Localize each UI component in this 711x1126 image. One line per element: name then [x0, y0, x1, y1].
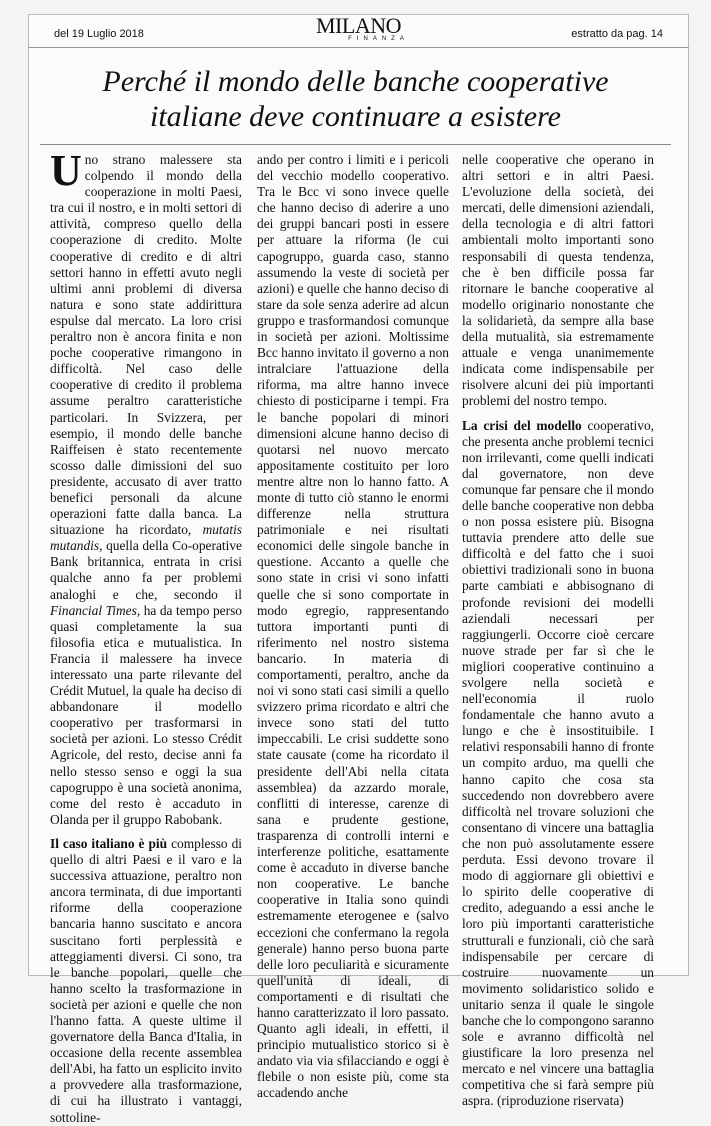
title-line-1: Perché il mondo delle banche cooperative: [102, 65, 609, 98]
article-column-2: [257, 152, 449, 1102]
article-title: [40, 64, 671, 134]
logo-title: MILANO: [316, 13, 401, 38]
col1-paragraph-2: Il caso italiano è più complesso di quello di altri Paesi e il varo e la successiva attuazione, peraltro non ancora terminata, di due importanti riforme della cooperazione bancaria hanno suscitato e ancora suscitano forti perplessità e atteggiamenti diversi. Ci sono, tra le banche popolari, quelle che hanno scelto la trasformazione in società per azioni e quelle che non l'hanno fatta. A queste ultime il governatore della Banca d'Italia, in occasione della recente assemblea dell'Abi, ha fatto un esplicito invito a provvedere alla trasformazione, di cui ha illustrato i vantaggi, sottoline-: [50, 835, 242, 1125]
header-extract-page: estratto da pag. 14: [571, 28, 663, 40]
logo-subtitle: FINANZA: [348, 36, 409, 42]
col3-paragraph-2: La crisi del modello cooperativo, che presenta anche problemi tecnici non irrilevanti, come quelli indicati dal governatore, non deve comunque far pensare che il mondo delle banche cooperative non debba o non possa esistere più. Bisogna tuttavia prendere atto delle sue difficoltà e del fatto che i suoi obiettivi tradizionali sono in buona parte cambiati e abbisognano di profonde revisioni dei modelli aziendali necessari per raggiungerli. Occorre cioè cercare nuove strade per far sì che le migliori cooperative continuino a svolgere nella società e nell'economia il ruolo fondamentale che hanno avuto a lungo e che è insostituibile. I relativi responsabili hanno di fronte un compito arduo, ma quelli che hanno capito che cosa sta succedendo non dovrebbero avere difficoltà nel trovare soluzioni che consentano di vincere una battaglia che non può assolutamente essere perduta. Essi devono trovare il modo di aggiornare gli obiettivi e lo spirito delle cooperative di credito, adeguando a essi anche le loro più importanti caratteristiche strutturali e funzionali, ciò che sarà indispensabile per cercare di costruire nuovamente un movimento solidaristico solido e unitario senza il quale le singole banche che lo compongono saranno sole e avranno difficoltà nel giustificare la loro presenza nel mercato e nel vincere una battaglia competitiva che si farà sempre più aspra. (riproduzione riservata): [462, 417, 654, 1109]
subhead-lead-in-2: La crisi del modello: [462, 417, 582, 433]
page-header: [28, 14, 689, 48]
subhead-lead-in: Il caso italiano è più: [50, 835, 168, 851]
title-divider: [40, 144, 671, 145]
col2-paragraph-1: ando per contro i limiti e i pericoli del vecchio modello cooperativo. Tra le Bcc vi sono invece quelle che hanno deciso di aderire a uno dei gruppi bancari posti in essere per attuare la riforma (le cui capogruppo, guarda caso, stanno assumendo la veste di società per azioni) e quelle che hanno deciso di stare da sole senza aderire ad alcun gruppo e trasformandosi comunque in società per azioni. Moltissime Bcc hanno invitato il governo a non intralciare l'attuazione della riforma, ma altre hanno invece chiesto di posticiparne i tempi. Fra le banche popolari di minori dimensioni alcune hanno deciso di quotarsi nel nuovo mercato appositamente costituito per loro mentre altre non lo hanno fatto. A monte di tutto ciò stanno le enormi differenze nella struttura patrimoniale e nei risultati economici delle singole banche in questione. Accanto a quelle che sono state in crisi vi sono infatti quelle che si sono comportate in modo egregio, rappresentando tuttora importanti punti di riferimento nel nostro sistema bancario. In materia di comportamenti, peraltro, anche da noi vi sono stati casi simili a quello svizzero prima ricordato e altri che invece sono stati del tutto impeccabili. Le crisi suddette sono state causate (come ha ricordato il presidente dell'Abi nella citata assemblea) da azzardo morale, conflitti di interesse, carenze di sana e prudente gestione, trasparenza di controlli interni e interferenze politiche, esattamente come è accaduto in diverse banche non cooperative. Le banche cooperative in Italia sono quindi estremamente eterogenee e (salvo eccezioni che confermano la regola generale) hanno perso buona parte delle loro peculiarità e sicuramente quell'unità di ideali, di comportamenti e di risultati che hanno caratterizzato il loro passato. Quanto agli ideali, in effetti, il principio mutualistico storico si è andato via via sfilacciando e oggi è flebile o non esiste più, come sta accadendo anche: [257, 152, 449, 1101]
col3-paragraph-1: nelle cooperative che operano in altri settori e in altri Paesi. L'evoluzione della società, dei mercati, delle dimensioni aziendali, della tecnologia e di altri fattori ambientali molto importanti sono responsabili di questa tendenza, che è ben difficile possa far ritornare le banche cooperative al modello originario nonostante che la solidarietà, da sempre alla base della mutualità, sia estremamente attuale e venga unanimemente indicata come indispensabile per risolvere alcuni dei più importanti problemi del nostro tempo.: [462, 152, 654, 409]
col1-paragraph-1: Uno strano malessere sta colpendo il mondo della cooperazione in molti Paesi, tra cui il nostro, e in molti settori di attività, compreso quello della cooperazione di credito. Molte cooperative di credito e di altri settori hanno in effetti avuto negli ultimi anni problemi di diversa natura e sono state addirittura espulse dal mercato. La loro crisi peraltro non è ancora finita e non poche cooperative rimangono in difficoltà. Nel caso delle cooperative di credito il problema assume peraltro caratteristiche particolari. In Svizzera, per esempio, il mondo delle banche Raiffeisen è stato recentemente scosso dalle dimissioni del suo presidente, accusato di aver tratto benefici personali da alcune operazioni fatte dalla banca. La situazione ha ricordato, mutatis mutandis, quella della Co-operative Bank britannica, entrata in crisi qualche anno fa per problemi analoghi e che, secondo il Financial Times, ha da tempo perso quasi completamente la sua filosofia etica e mutualistica. In Francia il malessere ha invece interessato una parte rilevante del Crédit Mutuel, la quale ha deciso di abbandonare il modello cooperativo per trasformarsi in società per azioni. Lo stesso Crédit Agricole, del resto, decise anni fa nello stesso senso e oggi la sua capogruppo è una società anonima, come del resto è accaduto in Olanda per il gruppo Rabobank.: [50, 146, 242, 827]
article-column-1: [50, 146, 242, 1126]
header-date: del 19 Luglio 2018: [54, 28, 144, 40]
title-line-2: italiane deve continuare a esistere: [150, 100, 561, 133]
article-column-3: [462, 152, 654, 1110]
drop-cap: U: [50, 146, 82, 195]
